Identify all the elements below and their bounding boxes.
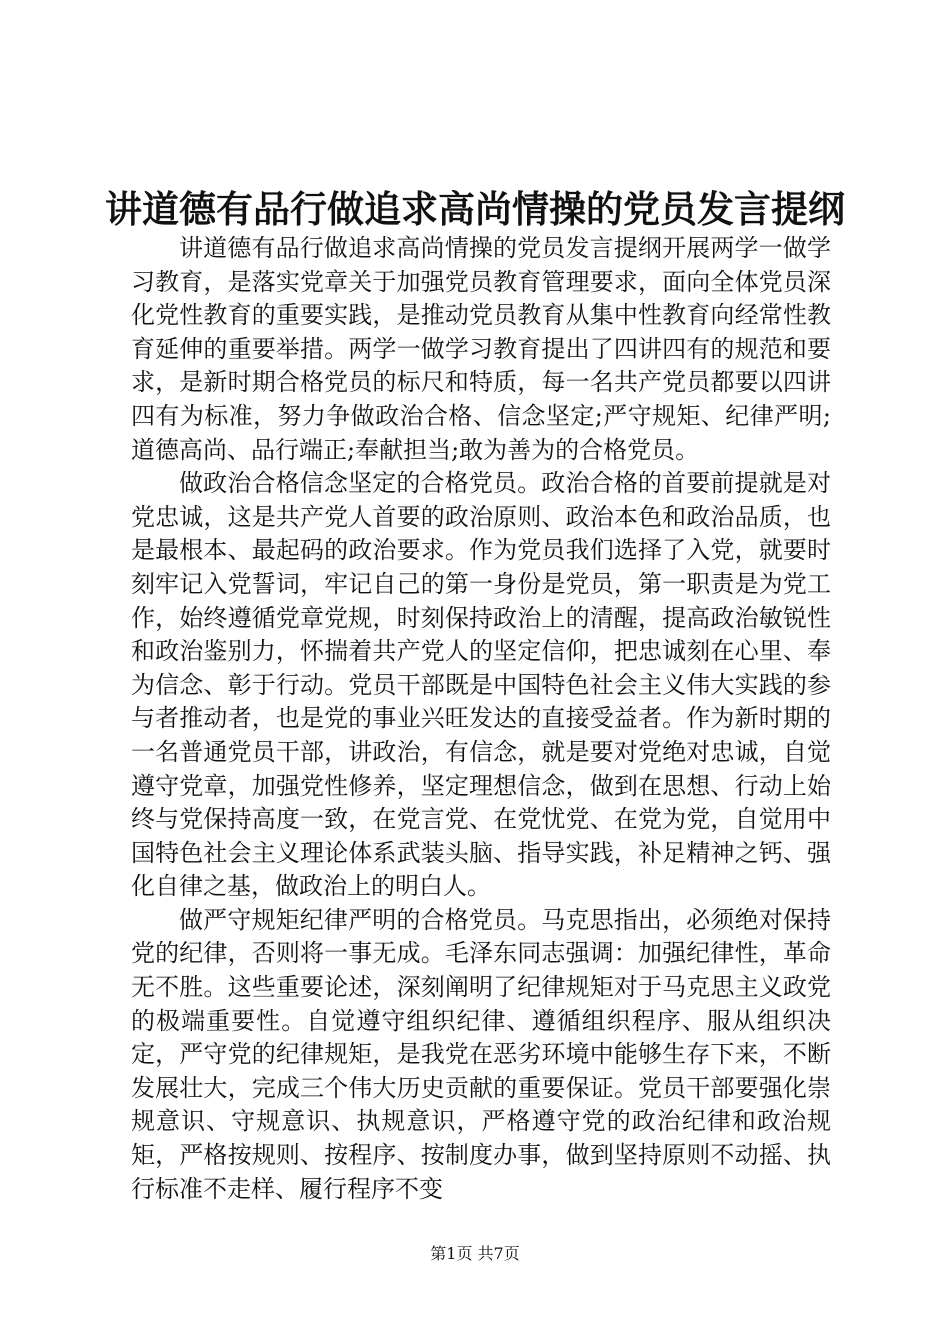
document-body [131, 232, 831, 1206]
paragraph-2: 做政治合格信念坚定的合格党员。政治合格的首要前提就是对党忠诚，这是共产党人首要的政治原则、政治本色和政治品质，也是最根本、最起码的政治要求。作为党员我们选择了入党，就要时刻牢记入党誓词，牢记自己的第一身份是党员，第一职责是为党工作，始终遵循党章党规，时刻保持政治上的清醒，提高政治敏锐性和政治鉴别力，怀揣着共产党人的坚定信仰，把忠诚刻在心里、奉为信念、彰于行动。党员干部既是中国特色社会主义伟大实践的参与者推动者，也是党的事业兴旺发达的直接受益者。作为新时期的一名普通党员干部，讲政治，有信念，就是要对党绝对忠诚，自觉遵守党章，加强党性修养，坚定理想信念，做到在思想、行动上始终与党保持高度一致，在党言党、在党忧党、在党为党，自觉用中国特色社会主义理论体系武装头脑、指导实践，补足精神之钙、强化自律之基，做政治上的明白人。 [131, 469, 831, 901]
document-title: 讲道德有品行做追求高尚情操的党员发言提纲 [105, 187, 845, 231]
paragraph-3: 做严守规矩纪律严明的合格党员。马克思指出，必须绝对保持党的纪律，否则将一事无成。毛泽东同志强调：加强纪律性，革命无不胜。这些重要论述，深刻阐明了纪律规矩对于马克思主义政党的极端重要性。自觉遵守组织纪律、遵循组织程序、服从组织决定，严守党的纪律规矩，是我党在恶劣环境中能够生存下来，不断发展壮大，完成三个伟大历史贡献的重要保证。党员干部要强化崇规意识、守规意识、执规意识，严格遵守党的政治纪律和政治规矩，严格按规则、按程序、按制度办事，做到坚持原则不动摇、执行标准不走样、履行程序不变 [131, 905, 831, 1203]
page-number-footer: 第1页 共7页 [430, 1244, 520, 1263]
paragraph-1: 讲道德有品行做追求高尚情操的党员发言提纲开展两学一做学习教育，是落实党章关于加强党员教育管理要求，面向全体党员深化党性教育的重要实践，是推动党员教育从集中性教育向经常性教育延伸的重要举措。两学一做学习教育提出了四讲四有的规范和要求，是新时期合格党员的标尺和特质，每一名共产党员都要以四讲四有为标准，努力争做政治合格、信念坚定;严守规矩、纪律严明;道德高尚、品行端正;奉献担当;敢为善为的合格党员。 [131, 234, 831, 464]
